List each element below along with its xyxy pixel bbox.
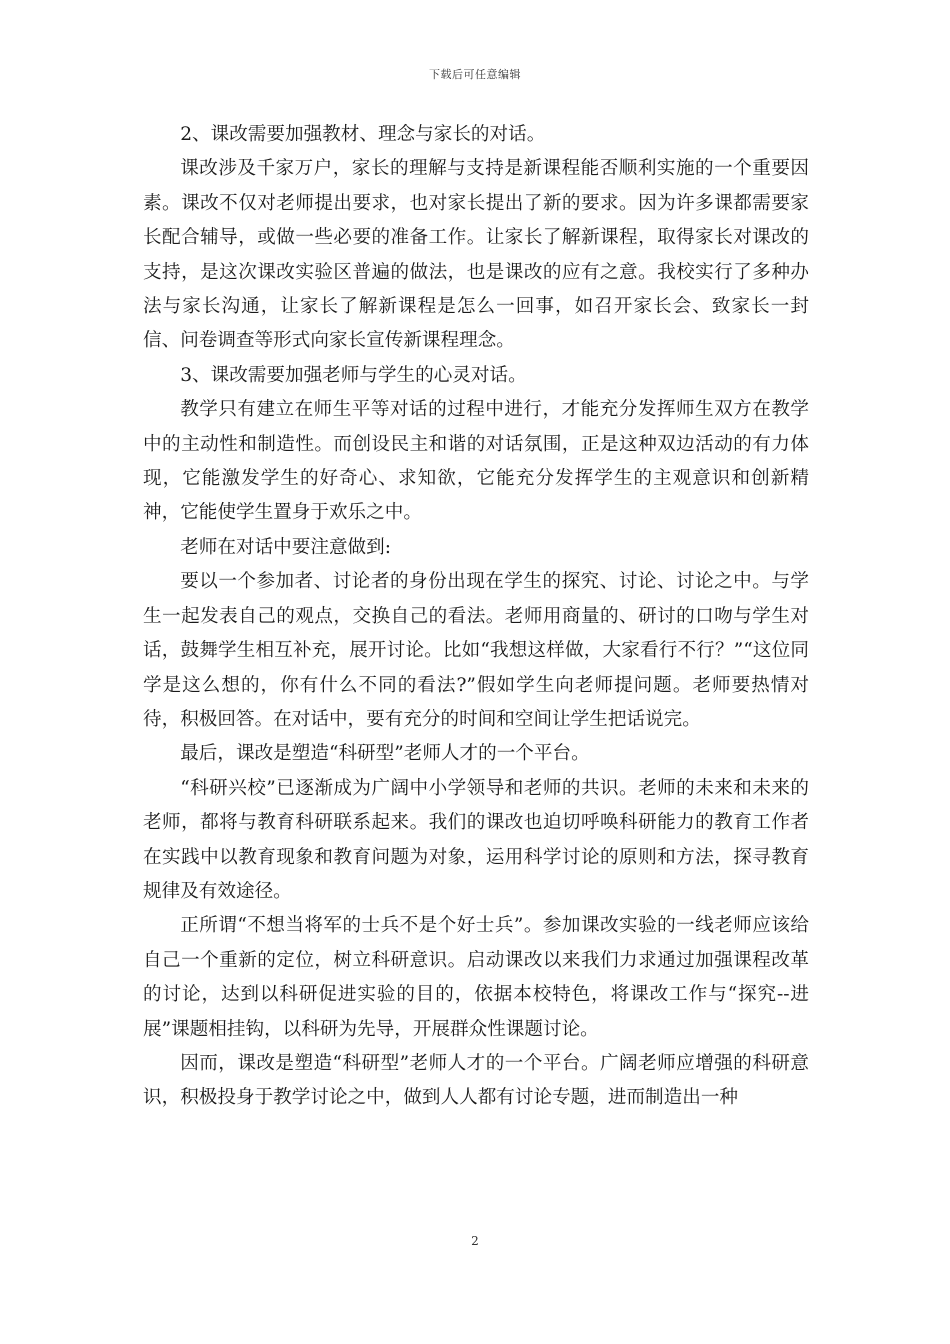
section-heading-finally: 最后，课改是塑造“科研型”老师人才的一个平台。 — [180, 743, 590, 765]
paragraph-equal-dialogue: 教学只有建立在师生平等对话的过程中进行，才能充分发挥师生双方在教学中的主动性和制造性。而创设民主和谐的对话氛围，正是这种双边活动的有力体现，它能激发学生的好奇心、求知欲，它能充分发挥学生的主观意识和创新精神，它能使学生置身于欢乐之中。 — [143, 399, 809, 524]
section-heading-3: 3、课改需要加强老师与学生的心灵对话。 — [180, 364, 527, 386]
paragraph-conclusion: 因而，课改是塑造“科研型”老师人才的一个平台。广阔老师应增强的科研意识，积极投身于教学讨论之中，做到人人都有讨论专题，进而制造出一种 — [143, 1052, 809, 1109]
paragraph-research-school: “科研兴校”已逐渐成为广阔中小学领导和老师的共识。老师的未来和未来的老师，都将与教育科研联系起来。我们的课改也迫切呼唤科研能力的教育工作者在实践中以教育现象和教育问题为对象，运用科学讨论的原则和方法，探寻教育规律及有效途径。 — [143, 777, 809, 902]
paragraph-participant-role: 要以一个参加者、讨论者的身份出现在学生的探究、讨论、讨论之中。与学生一起发表自己的观点，交换自己的看法。老师用商量的、研讨的口吻与学生对话，鼓舞学生相互补充，展开讨论。比如“我想这样做，大家看行不行？”“这位同学是这么想的，你有什么不同的看法?”假如学生向老师提问题。老师要热情对待，积极回答。在对话中，要有充分的时间和空间让学生把话说完。 — [143, 571, 809, 730]
document-body — [143, 118, 809, 1116]
paragraph-soldier-quote: 正所谓“不想当将军的士兵不是个好士兵”。参加课改实验的一线老师应该给自己一个重新的定位，树立科研意识。启动课改以来我们力求通过加强课程改革的讨论，达到以科研促进实验的目的，依据本校特色，将课改工作与“探究--进展”课题相挂钩，以科研为先导，开展群众性课题讨论。 — [143, 915, 809, 1040]
paragraph-teacher-attention: 老师在对话中要注意做到: — [180, 536, 391, 558]
section-heading-2: 2、课改需要加强教材、理念与家长的对话。 — [180, 124, 546, 145]
page-header: 下载后可任意编辑 — [429, 68, 521, 81]
page-number: 2 — [471, 1234, 479, 1248]
paragraph-parent-communication: 课改涉及千家万户，家长的理解与支持是新课程能否顺利实施的一个重要因素。课改不仅对老师提出要求，也对家长提出了新的要求。因为许多课都需要家长配合辅导，或做一些必要的准备工作。让家长了解新课程，取得家长对课改的支持，是这次课改实验区普遍的做法，也是课改的应有之意。我校实行了多种办法与家长沟通，让家长了解新课程是怎么一回事，如召开家长会、致家长一封信、问卷调查等形式向家长宣传新课程理念。 — [143, 158, 809, 352]
